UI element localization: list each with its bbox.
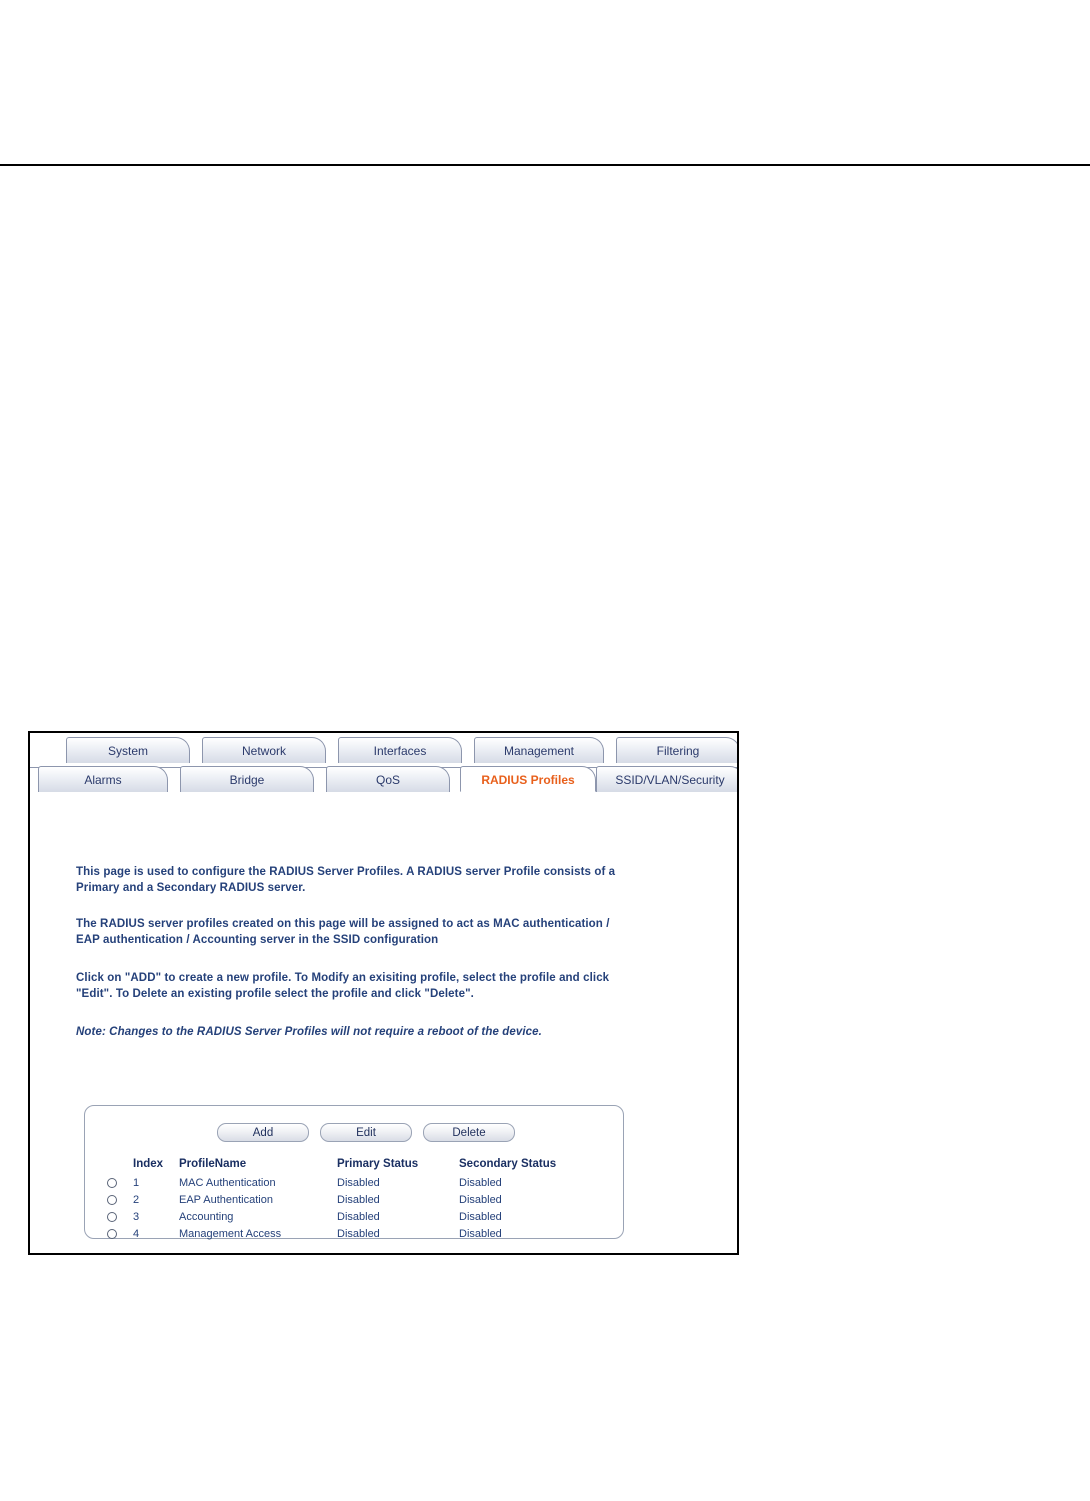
row-select-cell[interactable]: [107, 1192, 133, 1209]
row-primary-status: Disabled: [337, 1177, 380, 1189]
table-row[interactable]: [107, 1209, 579, 1226]
row-select-cell[interactable]: [107, 1226, 133, 1243]
row-profile-name: MAC Authentication: [179, 1177, 276, 1189]
table-header-select: [107, 1158, 133, 1175]
profile-radio-1[interactable]: [107, 1178, 117, 1188]
table-header-profile-name: ProfileName: [179, 1158, 247, 1170]
table-row[interactable]: [107, 1175, 579, 1192]
row-primary-status: Disabled: [337, 1228, 380, 1240]
row-secondary-status: Disabled: [459, 1177, 502, 1189]
row-select-cell[interactable]: [107, 1209, 133, 1226]
row-profile-name: EAP Authentication: [179, 1194, 273, 1206]
tab-row-secondary: [30, 766, 737, 794]
table-row[interactable]: [107, 1226, 579, 1243]
profile-radio-3[interactable]: [107, 1212, 117, 1222]
profile-radio-4[interactable]: [107, 1229, 117, 1239]
table-header-secondary-status: Secondary Status: [459, 1158, 557, 1170]
tab-interfaces[interactable]: Interfaces: [338, 737, 462, 763]
page-divider: [0, 164, 1090, 166]
profile-radio-2[interactable]: [107, 1195, 117, 1205]
tab-management[interactable]: Management: [474, 737, 604, 763]
add-button[interactable]: Add: [217, 1123, 309, 1142]
tab-ssid-vlan-security[interactable]: SSID/VLAN/Security: [596, 766, 739, 792]
row-profile-name: Management Access: [179, 1228, 282, 1240]
row-index: 1: [133, 1177, 140, 1189]
tab-bar: [30, 733, 737, 787]
row-secondary-status: Disabled: [459, 1194, 502, 1206]
row-primary-status: Disabled: [337, 1194, 380, 1206]
action-button-row: [85, 1123, 625, 1145]
table-header-primary-status: Primary Status: [337, 1158, 419, 1170]
tab-bridge[interactable]: Bridge: [180, 766, 314, 792]
row-index: 3: [133, 1211, 140, 1223]
row-secondary-status: Disabled: [459, 1211, 502, 1223]
tab-qos[interactable]: QoS: [326, 766, 450, 792]
radius-profiles-table: [107, 1158, 579, 1243]
tab-row-primary: [30, 737, 737, 765]
tab-filtering[interactable]: Filtering: [616, 737, 739, 763]
edit-button[interactable]: Edit: [320, 1123, 412, 1142]
row-index: 2: [133, 1194, 140, 1206]
row-select-cell[interactable]: [107, 1175, 133, 1192]
row-profile-name: Accounting: [179, 1211, 234, 1223]
table-header-index: Index: [133, 1158, 164, 1170]
tab-radius-profiles[interactable]: RADIUS Profiles: [460, 766, 596, 792]
table-header-row: [107, 1158, 579, 1175]
tab-network[interactable]: Network: [202, 737, 326, 763]
tab-alarms[interactable]: Alarms: [38, 766, 168, 792]
note-text: Note: Changes to the RADIUS Server Profiles will not require a reboot of the device.: [76, 1026, 542, 1038]
profiles-panel: [84, 1105, 624, 1239]
intro-paragraph-3: Click on "ADD" to create a new profile. To Modify an exisiting profile, select the profile and click "Edit". To Delete an existing profile select the profile and click "Delete".: [76, 972, 610, 1000]
intro-paragraph-2: The RADIUS server profiles created on this page will be assigned to act as MAC authentication / EAP authentication / Accounting server in the SSID configuration: [76, 918, 610, 946]
radius-profiles-screenshot: [28, 731, 739, 1255]
table-row[interactable]: [107, 1192, 579, 1209]
tab-system[interactable]: System: [66, 737, 190, 763]
row-primary-status: Disabled: [337, 1211, 380, 1223]
panel-body: [30, 794, 737, 1253]
intro-paragraph-1: This page is used to configure the RADIUS Server Profiles. A RADIUS server Profile consists of a Primary and a Secondary RADIUS server.: [76, 866, 616, 894]
row-secondary-status: Disabled: [459, 1228, 502, 1240]
delete-button[interactable]: Delete: [423, 1123, 515, 1142]
row-index: 4: [133, 1228, 140, 1240]
